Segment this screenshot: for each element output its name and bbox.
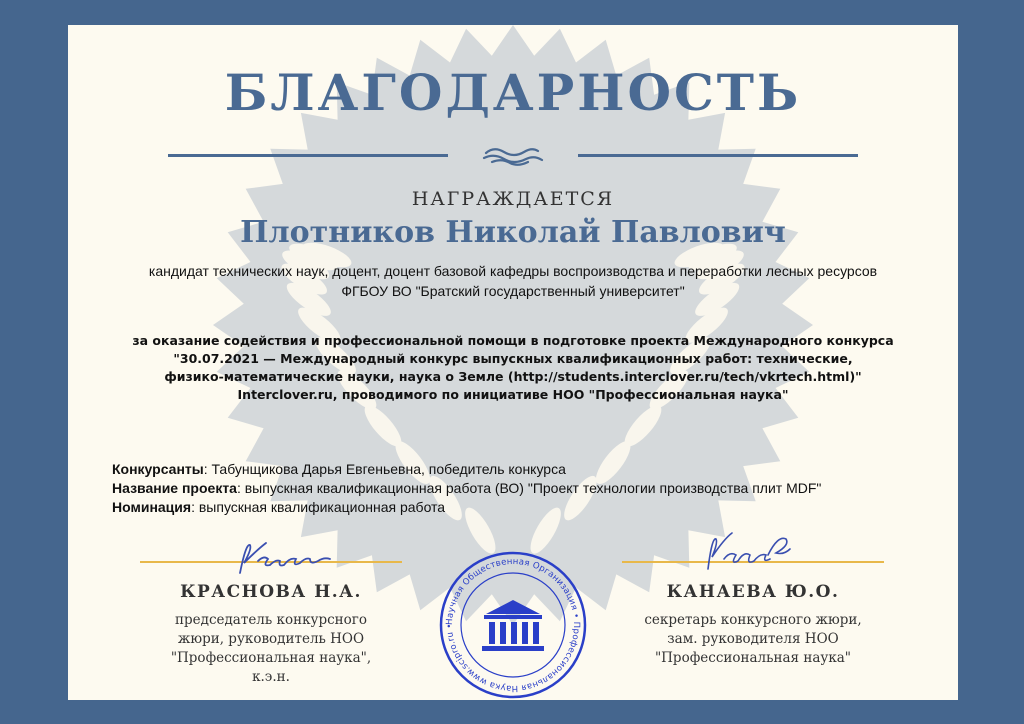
reason-line: физико-математические науки, наука о Земле (http://students.interclover.ru/tech/vkrtech.html)" xyxy=(164,369,862,384)
flourish-icon xyxy=(484,149,542,165)
award-reason xyxy=(98,332,928,404)
project-row xyxy=(112,479,912,498)
project-label: Название проекта xyxy=(112,480,237,496)
nomination-label: Номинация xyxy=(112,499,192,515)
nomination-row xyxy=(112,498,912,517)
position-line-2: ФГБОУ ВО "Братский государственный университет" xyxy=(341,283,685,299)
left-signer-name: КРАСНОВА Н.А. xyxy=(180,582,362,602)
reason-line: "30.07.2021 — Международный конкурс выпускных квалификационных работ: технические, xyxy=(173,351,853,366)
contestants-value: : Табунщикова Дарья Евгеньевна, победитель конкурса xyxy=(203,461,566,477)
stamp-ring-text: Научная Общественная Организация • Профессиональная Наука www.scipro.ru • xyxy=(444,556,582,694)
right-signer-name: КАНАЕВА Ю.О. xyxy=(666,582,840,602)
left-role-line: "Профессиональная наука", xyxy=(170,650,372,666)
nomination-value: : выпускная квалификационная работа xyxy=(191,499,446,515)
right-role-line: зам. руководителя НОО xyxy=(667,631,839,647)
certificate-title: БЛАГОДАРНОСТЬ xyxy=(224,63,802,122)
contestants-row xyxy=(112,460,912,479)
reason-line: Interclover.ru, проводимого по инициативе НОО "Профессиональная наука" xyxy=(237,387,789,402)
reason-line: за оказание содействия и профессиональной помощи в подготовке проекта Международного конкурса xyxy=(132,333,894,348)
right-role-line: "Профессиональная наука" xyxy=(654,650,852,666)
organization-stamp xyxy=(438,550,588,700)
recipient-name: Плотников Николай Павлович xyxy=(240,215,786,250)
contestants-label: Конкурсанты xyxy=(112,461,204,477)
recipient-position xyxy=(108,261,918,301)
building-icon xyxy=(482,600,544,651)
left-role-line: к.э.н. xyxy=(252,669,290,685)
awarded-label: НАГРАЖДАЕТСЯ xyxy=(411,188,615,210)
left-role-line: жюри, руководитель НОО xyxy=(177,631,365,647)
title-divider xyxy=(168,143,858,167)
right-role-line: секретарь конкурсного жюри, xyxy=(644,612,862,628)
left-signature-icon xyxy=(228,533,348,583)
certificate-sheet xyxy=(68,25,958,700)
project-details xyxy=(112,460,912,517)
right-signer-role xyxy=(622,611,884,668)
right-signature-icon xyxy=(698,525,808,581)
project-value: : выпускная квалификационная работа (ВО) "Проект технологии производства плит MDF" xyxy=(236,480,822,496)
left-signer-role xyxy=(140,611,402,687)
position-line-1: кандидат технических наук, доцент, доцент базовой кафедры воспроизводства и переработки лесных ресурсов xyxy=(148,263,878,279)
left-role-line: председатель конкурсного xyxy=(175,612,367,628)
